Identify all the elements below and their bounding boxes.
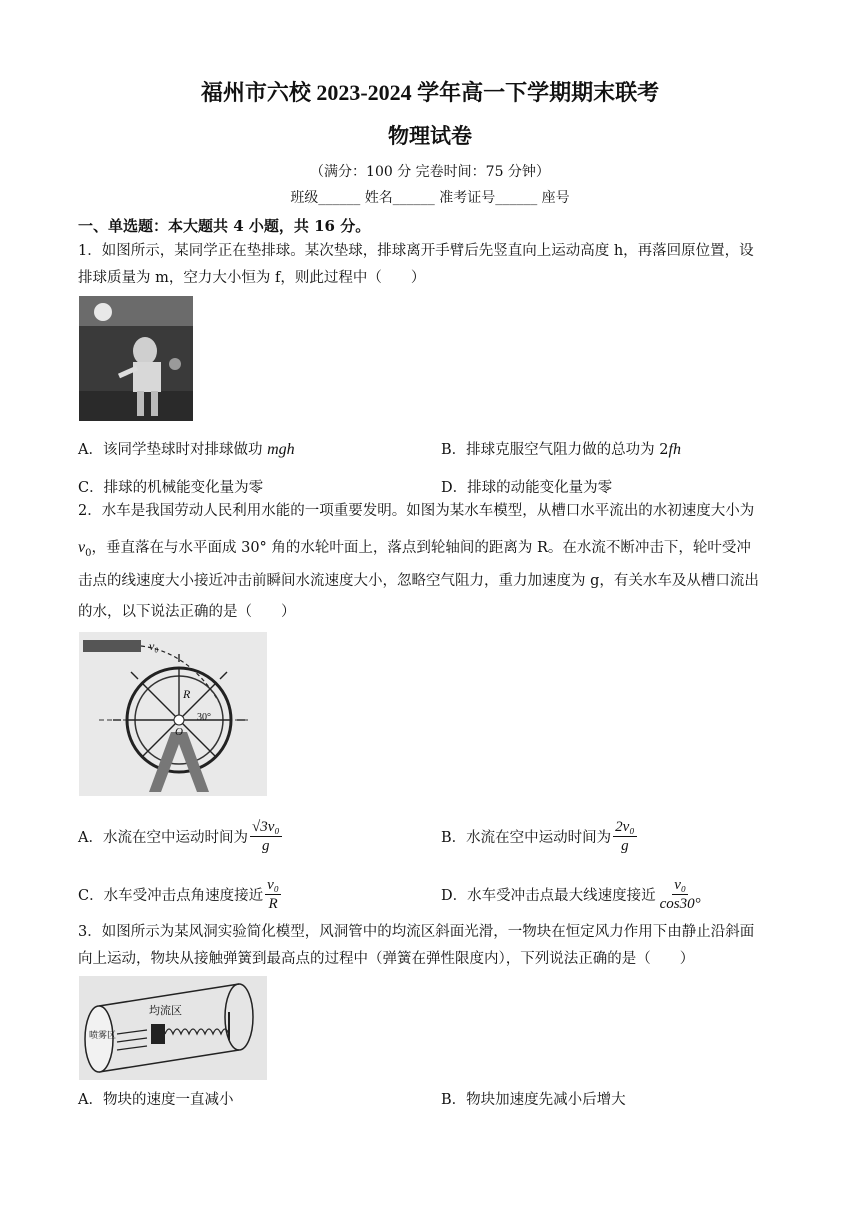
q2-figure-label-r: R: [183, 687, 191, 701]
q2-stem-line1: 2．水车是我国劳动人民利用水能的一项重要发明。如图为某水车模型，从槽口水平流出的水初速度大小为: [78, 503, 755, 519]
exam-subtitle: 物理试卷: [388, 124, 472, 148]
exam-title: 福州市六校 2023-2024 学年高一下学期期末联考: [200, 80, 660, 105]
q2-option-c: C．水车受冲击点角速度接近 $\frac{\text{v₀}}{R}$: [78, 877, 279, 912]
q3-option-b: B．物块加速度先减小后增大: [441, 1092, 626, 1108]
q3-option-a: A．物块的速度一直减小: [78, 1092, 234, 1108]
q2-option-a: A．水流在空中运动时间为 $\frac{\text{√3v₀}}{g}$: [78, 819, 280, 854]
q1-stem-line2: 排球质量为 m，空力大小恒为 f，则此过程中（ ）: [78, 270, 426, 286]
q2-figure-label-o: O: [175, 726, 183, 738]
section-heading: 一、单选题：本大题共 4 小题，共 16 分。: [78, 217, 371, 235]
q3-wind-tunnel-figure: [79, 976, 267, 1080]
student-fields: 班级______ 姓名______ 准考证号______ 座号: [290, 190, 570, 206]
q2-option-d: D．水车受冲击点最大线速度接近 $\frac{\text{v₀}}{\cos 30^\circ}$: [441, 877, 701, 912]
q1-option-b: B．排球克服空气阻力做的总功为 2fh: [441, 441, 681, 458]
q1-option-c: C．排球的机械能变化量为零: [78, 480, 264, 496]
q1-volleyball-photo: [79, 296, 193, 421]
q1-stem-line1: 1．如图所示，某同学正在垫排球。某次垫球，排球离开手臂后先竖直向上运动高度 h，再落回原位置，设: [78, 243, 754, 259]
q1-option-d: D．排球的动能变化量为零: [441, 480, 613, 496]
q2-stem-line3: 击点的线速度大小接近冲击前瞬间水流速度大小，忽略空气阻力，重力加速度为 g，有关水车及从槽口流出: [78, 573, 759, 589]
q2-stem-line4: 的水，以下说法正确的是（ ）: [78, 604, 296, 620]
q3-figure-label-nozzle: 喷雾区: [89, 1031, 117, 1041]
q3-figure-label-region: 均流区: [149, 1004, 182, 1017]
exam-info: （满分：100 分 完卷时间：75 分钟）: [310, 164, 550, 180]
q3-stem-line2: 向上运动，物块从接触弹簧到最高点的过程中（弹簧在弹性限度内），下列说法正确的是（ ）: [78, 951, 695, 967]
q2-option-b: B．水流在空中运动时间为 $\frac{\text{2v₀}}{g}$: [441, 819, 635, 854]
q2-figure-label-angle: 30°: [197, 712, 211, 723]
q2-stem-line2: $v_0$，垂直落在与水平面成 30° 角的水轮叶面上，落点到轮轴间的距离为 R。在水流不断冲击下，轮叶受冲: [78, 539, 751, 559]
q2-waterwheel-figure: [79, 632, 267, 796]
q2-figure-label-v0: v₀: [149, 639, 159, 653]
q3-stem-line1: 3．如图所示为某风洞实验简化模型，风洞管中的均流区斜面光滑，一物块在恒定风力作用下由静止沿斜面: [78, 924, 755, 940]
q1-option-a: A．该同学垫球时对排球做功 mgh: [78, 441, 295, 458]
